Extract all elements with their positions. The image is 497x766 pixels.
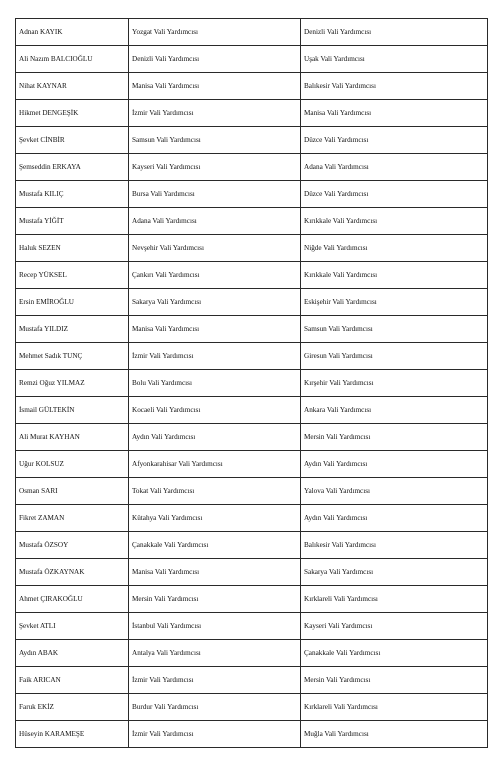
new-post-cell: Kırıkkale Vali Yardımcısı <box>301 208 488 235</box>
new-post-cell: Mersin Vali Yardımcısı <box>301 424 488 451</box>
table-row <box>16 397 488 424</box>
current-post-cell: Burdur Vali Yardımcısı <box>129 694 301 721</box>
new-post-cell: Balıkesir Vali Yardımcısı <box>301 532 488 559</box>
person-name-cell: Haluk SEZEN <box>16 235 129 262</box>
table-row <box>16 127 488 154</box>
new-post-cell: Kayseri Vali Yardımcısı <box>301 613 488 640</box>
new-post-cell: Ankara Vali Yardımcısı <box>301 397 488 424</box>
person-name-cell: Mustafa ÖZKAYNAK <box>16 559 129 586</box>
current-post-cell: Kayseri Vali Yardımcısı <box>129 154 301 181</box>
current-post-cell: Bolu Vali Yardımcısı <box>129 370 301 397</box>
table-row <box>16 73 488 100</box>
current-post-cell: Manisa Vali Yardımcısı <box>129 73 301 100</box>
current-post-cell: Adana Vali Yardımcısı <box>129 208 301 235</box>
new-post-cell: Yalova Vali Yardımcısı <box>301 478 488 505</box>
current-post-cell: İstanbul Vali Yardımcısı <box>129 613 301 640</box>
new-post-cell: Sakarya Vali Yardımcısı <box>301 559 488 586</box>
new-post-cell: Mersin Vali Yardımcısı <box>301 667 488 694</box>
table-row <box>16 451 488 478</box>
current-post-cell: Bursa Vali Yardımcısı <box>129 181 301 208</box>
current-post-cell: Çankırı Vali Yardımcısı <box>129 262 301 289</box>
current-post-cell: Samsun Vali Yardımcısı <box>129 127 301 154</box>
current-post-cell: Kocaeli Vali Yardımcısı <box>129 397 301 424</box>
table-row <box>16 316 488 343</box>
current-post-cell: Nevşehir Vali Yardımcısı <box>129 235 301 262</box>
new-post-cell: Balıkesir Vali Yardımcısı <box>301 73 488 100</box>
table-row <box>16 721 488 748</box>
current-post-cell: Aydın Vali Yardımcısı <box>129 424 301 451</box>
new-post-cell: Kırıkkale Vali Yardımcısı <box>301 262 488 289</box>
new-post-cell: Aydın Vali Yardımcısı <box>301 451 488 478</box>
new-post-cell: Muğla Vali Yardımcısı <box>301 721 488 748</box>
person-name-cell: Şevket CİNBİR <box>16 127 129 154</box>
current-post-cell: İzmir Vali Yardımcısı <box>129 100 301 127</box>
table-row <box>16 613 488 640</box>
current-post-cell: Tokat Vali Yardımcısı <box>129 478 301 505</box>
person-name-cell: Adnan KAYIK <box>16 19 129 46</box>
table-row <box>16 154 488 181</box>
person-name-cell: Remzi Oğuz YILMAZ <box>16 370 129 397</box>
current-post-cell: Manisa Vali Yardımcısı <box>129 316 301 343</box>
table-row <box>16 370 488 397</box>
table-row <box>16 208 488 235</box>
table-row <box>16 19 488 46</box>
person-name-cell: Mustafa ÖZSOY <box>16 532 129 559</box>
person-name-cell: Ali Murat KAYHAN <box>16 424 129 451</box>
new-post-cell: Adana Vali Yardımcısı <box>301 154 488 181</box>
table-row <box>16 694 488 721</box>
person-name-cell: Fikret ZAMAN <box>16 505 129 532</box>
person-name-cell: Hüseyin KARAMEŞE <box>16 721 129 748</box>
person-name-cell: Hikmet DENGEŞİK <box>16 100 129 127</box>
person-name-cell: Faruk EKİZ <box>16 694 129 721</box>
table-row <box>16 235 488 262</box>
current-post-cell: Yozgat Vali Yardımcısı <box>129 19 301 46</box>
new-post-cell: Kırklareli Vali Yardımcısı <box>301 586 488 613</box>
person-name-cell: Aydın ABAK <box>16 640 129 667</box>
person-name-cell: Uğur KOLSUZ <box>16 451 129 478</box>
new-post-cell: Çanakkale Vali Yardımcısı <box>301 640 488 667</box>
table-row <box>16 505 488 532</box>
current-post-cell: Manisa Vali Yardımcısı <box>129 559 301 586</box>
current-post-cell: Mersin Vali Yardımcısı <box>129 586 301 613</box>
new-post-cell: Aydın Vali Yardımcısı <box>301 505 488 532</box>
new-post-cell: Eskişehir Vali Yardımcısı <box>301 289 488 316</box>
person-name-cell: Faik ARICAN <box>16 667 129 694</box>
current-post-cell: Denizli Vali Yardımcısı <box>129 46 301 73</box>
person-name-cell: Nihat KAYNAR <box>16 73 129 100</box>
table-row <box>16 667 488 694</box>
current-post-cell: Afyonkarahisar Vali Yardımcısı <box>129 451 301 478</box>
current-post-cell: Kütahya Vali Yardımcısı <box>129 505 301 532</box>
person-name-cell: Mustafa YİĞİT <box>16 208 129 235</box>
table-row <box>16 289 488 316</box>
new-post-cell: Uşak Vali Yardımcısı <box>301 46 488 73</box>
table-row <box>16 100 488 127</box>
person-name-cell: Osman SARI <box>16 478 129 505</box>
new-post-cell: Denizli Vali Yardımcısı <box>301 19 488 46</box>
table-row <box>16 46 488 73</box>
person-name-cell: Ersin EMİROĞLU <box>16 289 129 316</box>
new-post-cell: Kırşehir Vali Yardımcısı <box>301 370 488 397</box>
person-name-cell: Recep YÜKSEL <box>16 262 129 289</box>
table-row <box>16 586 488 613</box>
person-name-cell: Mehmet Sadık TUNÇ <box>16 343 129 370</box>
person-name-cell: Şevket ATLI <box>16 613 129 640</box>
new-post-cell: Giresun Vali Yardımcısı <box>301 343 488 370</box>
new-post-cell: Kırklareli Vali Yardımcısı <box>301 694 488 721</box>
current-post-cell: İzmir Vali Yardımcısı <box>129 343 301 370</box>
person-name-cell: Mustafa KILIÇ <box>16 181 129 208</box>
new-post-cell: Manisa Vali Yardımcısı <box>301 100 488 127</box>
table-row <box>16 262 488 289</box>
current-post-cell: Sakarya Vali Yardımcısı <box>129 289 301 316</box>
table-row <box>16 424 488 451</box>
table-row <box>16 559 488 586</box>
table-row <box>16 343 488 370</box>
document-page <box>15 18 487 748</box>
appointments-table <box>15 18 488 748</box>
current-post-cell: İzmir Vali Yardımcısı <box>129 721 301 748</box>
new-post-cell: Düzce Vali Yardımcısı <box>301 181 488 208</box>
person-name-cell: Şemseddin ERKAYA <box>16 154 129 181</box>
new-post-cell: Düzce Vali Yardımcısı <box>301 127 488 154</box>
table-row <box>16 640 488 667</box>
current-post-cell: Antalya Vali Yardımcısı <box>129 640 301 667</box>
person-name-cell: İsmail GÜLTEKİN <box>16 397 129 424</box>
current-post-cell: Çanakkale Vali Yardımcısı <box>129 532 301 559</box>
table-row <box>16 181 488 208</box>
person-name-cell: Ali Nazım BALCIOĞLU <box>16 46 129 73</box>
person-name-cell: Mustafa YILDIZ <box>16 316 129 343</box>
new-post-cell: Samsun Vali Yardımcısı <box>301 316 488 343</box>
person-name-cell: Ahmet ÇIRAKOĞLU <box>16 586 129 613</box>
table-row <box>16 478 488 505</box>
appointments-table-body <box>16 19 488 748</box>
current-post-cell: İzmir Vali Yardımcısı <box>129 667 301 694</box>
table-row <box>16 532 488 559</box>
new-post-cell: Niğde Vali Yardımcısı <box>301 235 488 262</box>
